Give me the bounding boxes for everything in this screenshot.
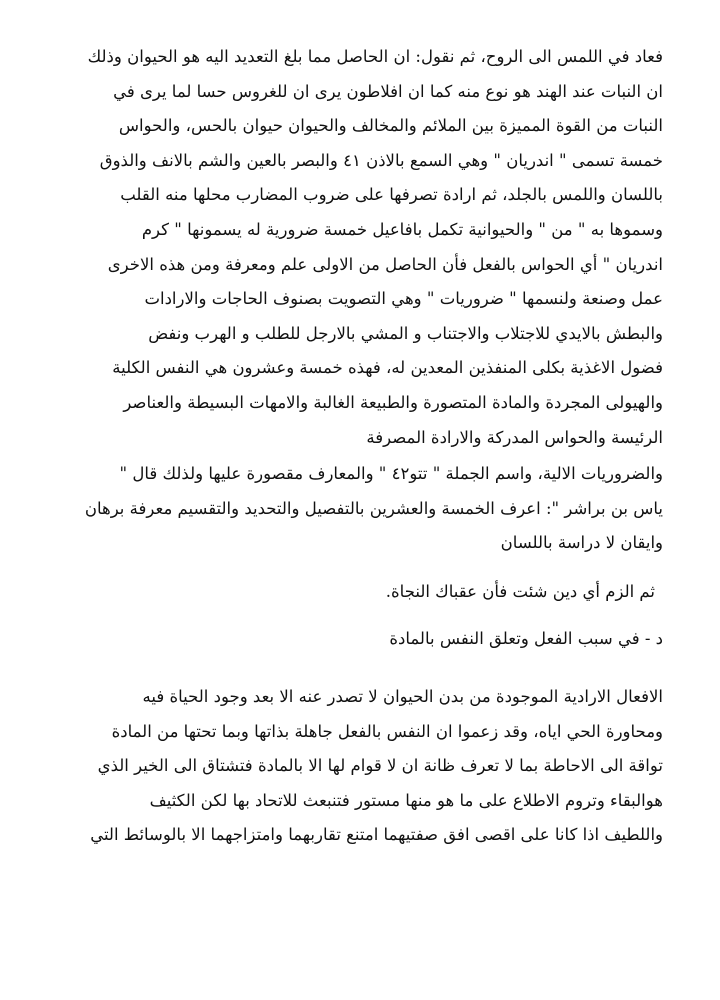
text-line: فعاد في اللمس الى الروح، ثم نقول: ان الحاصل مما بلغ التعديد اليه هو الحيوان وذلك [87, 47, 663, 66]
text-line: اندريان " أي الحواس بالفعل فأن الحاصل من الاولى علم ومعرفة ومن هذه الاخرى [107, 254, 663, 274]
text-line: ان النبات عند الهند هو نوع منه كما ان افلاطون يرى ان للغروس حسا لما يرى في [113, 81, 663, 101]
text-line: ياس بن براشر ": اعرف الخمسة والعشرين بالتفصيل والتحديد والتقسيم معرفة برهان [84, 498, 663, 518]
text-line: فضول الاغذية بكلى المنفذين المعدين له، فهذه خمسة وعشرون هي النفس الكلية [112, 358, 663, 378]
text-line: باللسان واللمس بالجلد، ثم ارادة تصرفها على ضروب المضارب محلها منه القلب [120, 185, 663, 205]
text-line: عمل وصنعة ولنسمها " ضروريات " وهي التصويت بصنوف الحاجات والارادات [144, 289, 663, 309]
text-line: واللطيف اذا كانا على اقصى افق صفتيهما امتنع تقاربهما وامتزاجهما الا بالوسائط التي [90, 825, 663, 845]
section-heading [63, 622, 663, 657]
text-line: هوالبقاء وتروم الاطلاع على ما هو منها مستور فتنبعث للاتحاد بها لكن الكثيف [149, 790, 663, 810]
text-line: النبات من القوة المميزة بين الملائم والمخالف والحيوان حيوان بالحس، والحواس [118, 116, 663, 136]
paragraph-3 [63, 680, 663, 853]
paragraph-1 [63, 40, 663, 455]
text-line: ومحاورة الحي اياه، وقد زعموا ان النفس بالفعل جاهلة بذاتها وبما تحتها من المادة [111, 721, 663, 741]
text-line: والبطش بالايدي للاجتلاب والاجتناب و المشي بالارجل للطلب و الهرب ونفض [148, 323, 663, 343]
text-line: وسموها به " من " والحيوانية تكمل بافاعيل خمسة ضرورية له يسمونها " كرم [141, 219, 663, 239]
text-line: خمسة تسمى " اندريان " وهي السمع بالاذن ٤١ والبصر بالعين والشم بالانف والذوق [99, 150, 663, 170]
text-line: والهيولى المجردة والمادة المتصورة والطبيعة الغالبة والامهات البسيطة والعناصر [123, 392, 663, 412]
text-line: تواقة الى الاحاطة بما لا تعرف ظانة ان لا قوام لها الا بالمادة فتشتاق الى الخير الذي [97, 756, 663, 776]
heading-text: د - في سبب الفعل وتعلق النفس بالمادة [389, 628, 663, 648]
paragraph-2 [63, 457, 663, 561]
text-line: وايقان لا دراسة باللسان [500, 533, 663, 553]
text-line: ثم الزم أي دين شئت فأن عقباك النجاة. [385, 581, 655, 601]
text-line: والضروريات الالية، واسم الجملة " تتو٤٢ " والمعارف مقصورة عليها ولذلك قال " [119, 464, 663, 484]
text-line: الافعال الارادية الموجودة من بدن الحيوان لا تصدر عنه الا بعد وجود الحياة فيه [142, 687, 663, 707]
verse-line [63, 575, 663, 610]
text-line: الرئيسة والحواس المدركة والارادة المصرفة [366, 427, 663, 447]
